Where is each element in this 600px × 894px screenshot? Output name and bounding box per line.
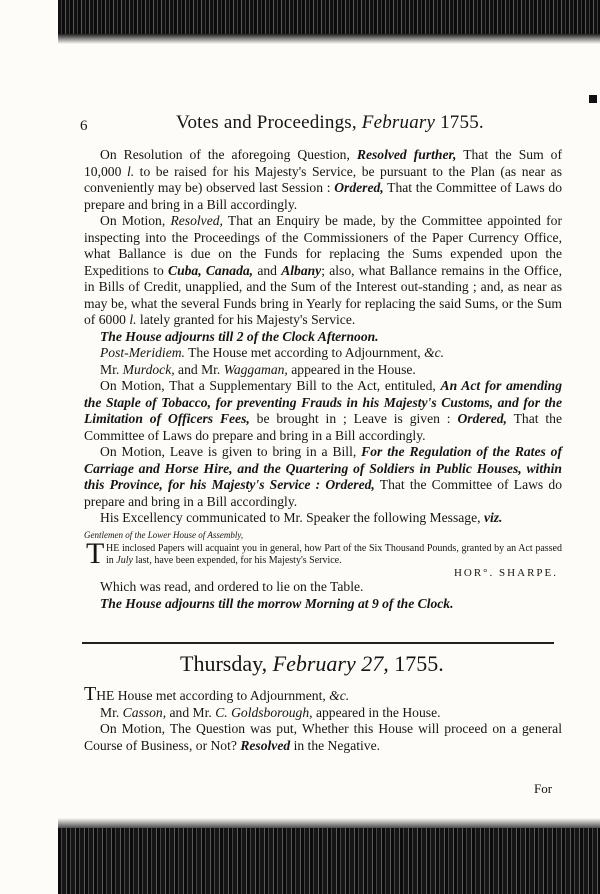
page-number: 6 xyxy=(80,118,88,134)
scan-mark xyxy=(589,95,597,103)
day-heading: Thursday, February 27, 1755. xyxy=(180,651,444,676)
paragraph-attendance: Mr. Murdock, and Mr. Waggaman, appeared in the House. xyxy=(100,361,416,377)
paragraph-meeting: THE House met according to Adjournment, &c. xyxy=(84,683,350,705)
running-header: Votes and Proceedings, February 1755. xyxy=(176,112,484,133)
paragraph-post-meridiem: Post-Meridiem. The House met according to Adjournment, &c. xyxy=(100,345,445,360)
paragraph-supplementary-bill: On Motion, That a Supplementary Bill to the Act, entituled, An Act for amending the Staple of Tobacco, for preventing Frauds in his Majesty's Customs, and for the Limitation of Officers Fees, be brought in ; Leave is given : Ordered, That the Committee of Laws do prepare and bring in a Bill accordingly. xyxy=(84,378,562,443)
adjournment-morning: The House adjourns till the morrow Morning at 9 of the Clock. xyxy=(100,595,454,611)
adjournment-afternoon: The House adjourns till 2 of the Clock Afternoon. xyxy=(100,328,379,344)
paragraph-resolution: On Resolution of the aforegoing Question, Resolved further, That the Sum of 10,000 l. to be raised for his Majesty's Service, be pursuant to the Plan (as near as conveniently may be) observed last Session : Ordered, That the Committee of Laws do prepare and bring in a Bill accordingly. xyxy=(84,147,563,212)
proceedings-body xyxy=(84,147,562,612)
message-text: HE inclosed Papers will acquaint you in general, how Part of the Six Thousand Pounds, granted by an Act passed in July last, have been expended, for his Majesty's Service. xyxy=(106,543,562,566)
drop-cap: T xyxy=(84,683,97,705)
paragraph-question: On Motion, The Question was put, Whether this House will proceed on a general Course of Business, or Not? Resolved in the Negative. xyxy=(84,721,562,753)
paragraph-carriage-bill: On Motion, Leave is given to bring in a Bill, For the Regulation of the Rates of Carriage and Horse Hire, and the Quartering of Soldiers in Public Houses, within this Province, for his Majesty's Service : Ordered, That the Committee of Laws do prepare and bring in a Bill accordingly. xyxy=(84,444,563,509)
paragraph-read: Which was read, and ordered to lie on the Table. xyxy=(100,579,364,594)
governor-message xyxy=(84,537,562,579)
thursday-body xyxy=(84,683,562,754)
drop-cap: T xyxy=(86,537,105,570)
message-salutation: Gentlemen of the Lower House of Assembly, xyxy=(84,529,244,540)
message-signature: HOR°. SHARPE. xyxy=(453,567,558,579)
paragraph-enquiry: On Motion, Resolved, That an Enquiry be made, by the Committee appointed for inspecting into the Proceedings of the Commissioners of the Paper Currency Office, what Ballance is due on the Funds for replacing the Sums expended upon the Expeditions to Cuba, Canada, and Albany; also, what Ballance remains in the Office, in Bills of Credit, unapplied, and the Sum of the Interest out-standing ; and, as near as may be, what the several Funds bring in Yearly for replacing the said Sums, or the Sum of 6000 l. lately granted for his Majesty's Service. xyxy=(84,213,562,327)
page-edge-shadow xyxy=(58,34,600,44)
paragraph-message-intro: His Excellency communicated to Mr. Speaker the following Message, viz. xyxy=(100,510,503,525)
page-edge-bottom xyxy=(58,828,600,894)
section-divider xyxy=(82,642,554,644)
paragraph-attendance-thursday: Mr. Casson, and Mr. C. Goldsborough, appeared in the House. xyxy=(100,704,441,720)
catchword: For xyxy=(534,781,553,796)
